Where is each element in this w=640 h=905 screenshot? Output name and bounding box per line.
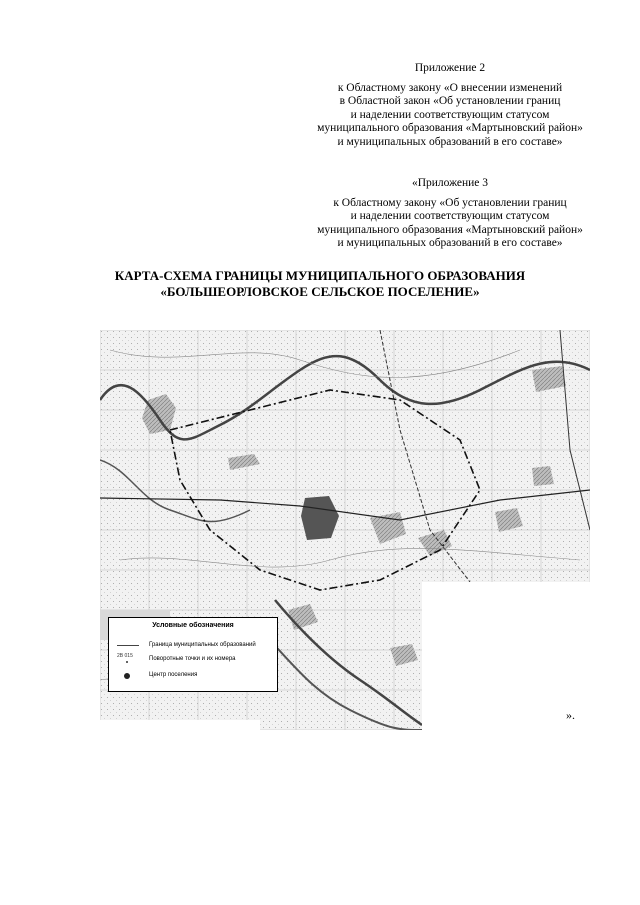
appendix-3-line: и наделении соответствующим статусом	[350, 210, 550, 222]
map-legend	[108, 617, 278, 692]
appendix-3-line: к Областному закону «Об установлении границ	[333, 196, 567, 209]
appendix-2-line: и наделении соответствующим статусом	[350, 108, 550, 121]
legend-boundary-label: Граница муниципальных образований	[149, 642, 256, 648]
appendix-3-line: муниципального образования «Мартыновский район»	[317, 223, 583, 236]
legend-row-center	[115, 670, 273, 682]
appendix-3-line: и муниципальных образований в его составе»	[337, 237, 563, 249]
legend-row-boundary	[115, 640, 273, 652]
appendix-2-line: к Областному закону «О внесении изменений	[337, 81, 563, 94]
appendix-3-block	[260, 177, 640, 251]
appendix-2-line: и муниципальных образований в его составе»	[337, 135, 563, 148]
closing-mark: ».	[566, 708, 575, 722]
appendix-2-line: муниципального образования «Мартыновский район»	[317, 122, 583, 134]
settlement-center-icon	[115, 670, 141, 682]
document-title	[0, 268, 640, 300]
appendix-2-heading: Приложение 2	[414, 62, 486, 74]
legend-row-points	[115, 654, 273, 666]
appendix-2-line: в Областной закон «Об установлении границ	[339, 95, 561, 107]
appendix-3-heading: «Приложение 3	[411, 177, 489, 189]
title-line-1: КАРТА-СХЕМА ГРАНИЦЫ МУНИЦИПАЛЬНОГО ОБРАЗОВАНИЯ	[114, 268, 526, 283]
turning-point-icon	[115, 654, 141, 666]
point-number-sample: 2В 015	[117, 653, 133, 659]
legend-center-label: Центр поселения	[149, 672, 198, 678]
appendix-2-block	[260, 62, 640, 149]
legend-points-label: Поворотные точки и их номера	[149, 656, 236, 662]
title-line-2: «БОЛЬШЕОРЛОВСКОЕ СЕЛЬСКОЕ ПОСЕЛЕНИЕ»	[160, 284, 480, 299]
legend-title: Условные обозначения	[152, 622, 234, 629]
boundary-line-icon	[115, 640, 141, 652]
